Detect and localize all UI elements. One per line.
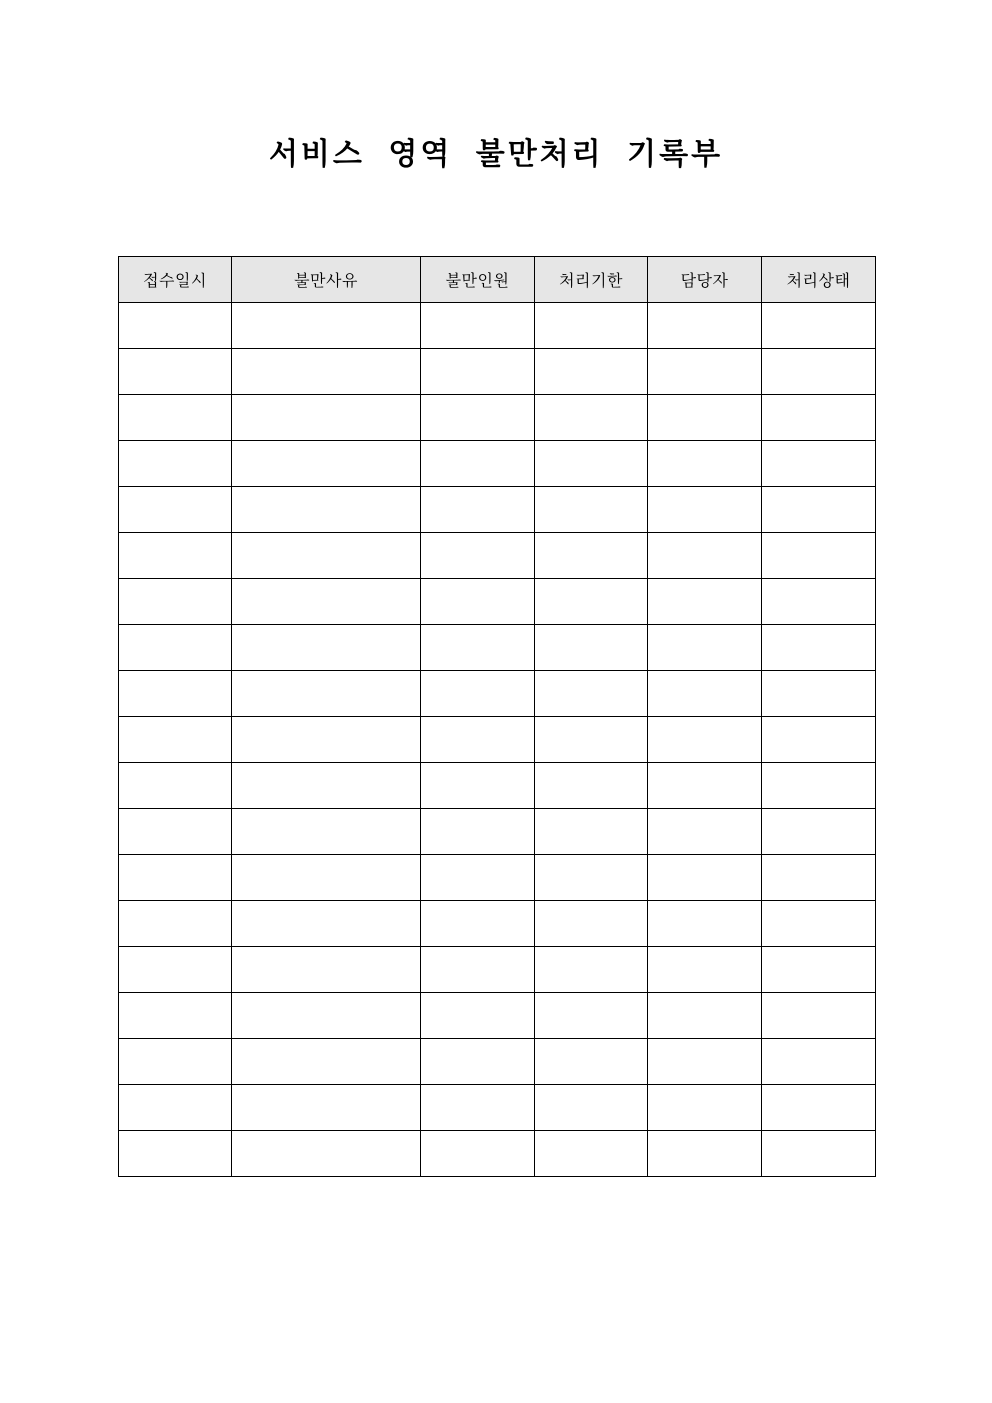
column-header-processing-deadline: 처리기한 — [535, 257, 648, 303]
cell-received-datetime[interactable] — [119, 349, 232, 395]
cell-processing-status[interactable] — [762, 579, 876, 625]
cell-person-in-charge[interactable] — [648, 809, 762, 855]
cell-complaint-reason[interactable] — [232, 579, 421, 625]
cell-processing-deadline[interactable] — [535, 1131, 648, 1177]
cell-received-datetime[interactable] — [119, 395, 232, 441]
cell-complainant-count[interactable] — [421, 947, 535, 993]
complaint-log-table — [118, 256, 876, 1177]
table-row — [119, 855, 876, 901]
cell-processing-status[interactable] — [762, 763, 876, 809]
cell-complainant-count[interactable] — [421, 901, 535, 947]
cell-person-in-charge[interactable] — [648, 901, 762, 947]
table-row — [119, 395, 876, 441]
cell-processing-deadline[interactable] — [535, 717, 648, 763]
cell-processing-deadline[interactable] — [535, 763, 648, 809]
cell-complainant-count[interactable] — [421, 1039, 535, 1085]
cell-person-in-charge[interactable] — [648, 349, 762, 395]
cell-complaint-reason[interactable] — [232, 947, 421, 993]
cell-processing-status[interactable] — [762, 809, 876, 855]
cell-processing-deadline[interactable] — [535, 1039, 648, 1085]
cell-processing-status[interactable] — [762, 947, 876, 993]
table-row — [119, 533, 876, 579]
cell-complaint-reason[interactable] — [232, 1085, 421, 1131]
cell-received-datetime[interactable] — [119, 625, 232, 671]
cell-person-in-charge[interactable] — [648, 671, 762, 717]
cell-received-datetime[interactable] — [119, 1131, 232, 1177]
cell-complainant-count[interactable] — [421, 533, 535, 579]
cell-processing-status[interactable] — [762, 441, 876, 487]
table-row — [119, 1039, 876, 1085]
cell-processing-deadline[interactable] — [535, 395, 648, 441]
cell-received-datetime[interactable] — [119, 1039, 232, 1085]
cell-processing-deadline[interactable] — [535, 349, 648, 395]
cell-processing-status[interactable] — [762, 993, 876, 1039]
cell-complaint-reason[interactable] — [232, 993, 421, 1039]
cell-received-datetime[interactable] — [119, 855, 232, 901]
cell-processing-status[interactable] — [762, 901, 876, 947]
cell-person-in-charge[interactable] — [648, 947, 762, 993]
cell-processing-status[interactable] — [762, 533, 876, 579]
cell-processing-status[interactable] — [762, 855, 876, 901]
cell-processing-deadline[interactable] — [535, 1085, 648, 1131]
table-row — [119, 993, 876, 1039]
cell-received-datetime[interactable] — [119, 947, 232, 993]
cell-complainant-count[interactable] — [421, 349, 535, 395]
column-header-person-in-charge: 담당자 — [648, 257, 762, 303]
cell-complainant-count[interactable] — [421, 441, 535, 487]
cell-received-datetime[interactable] — [119, 763, 232, 809]
cell-person-in-charge[interactable] — [648, 303, 762, 349]
table-row — [119, 625, 876, 671]
cell-complaint-reason[interactable] — [232, 395, 421, 441]
column-header-complainant-count: 불만인원 — [421, 257, 535, 303]
cell-processing-deadline[interactable] — [535, 579, 648, 625]
cell-processing-deadline[interactable] — [535, 901, 648, 947]
cell-processing-deadline[interactable] — [535, 947, 648, 993]
cell-received-datetime[interactable] — [119, 901, 232, 947]
table-body — [119, 303, 876, 1177]
cell-complaint-reason[interactable] — [232, 671, 421, 717]
cell-processing-deadline[interactable] — [535, 625, 648, 671]
cell-complaint-reason[interactable] — [232, 901, 421, 947]
cell-complainant-count[interactable] — [421, 763, 535, 809]
page-title: 서비스 영역 불만처리 기록부 — [268, 137, 724, 172]
cell-processing-status[interactable] — [762, 1131, 876, 1177]
column-header-processing-status: 처리상태 — [762, 257, 876, 303]
cell-processing-status[interactable] — [762, 1039, 876, 1085]
table-row — [119, 1085, 876, 1131]
cell-complaint-reason[interactable] — [232, 717, 421, 763]
cell-processing-status[interactable] — [762, 349, 876, 395]
cell-complainant-count[interactable] — [421, 625, 535, 671]
table-row — [119, 809, 876, 855]
cell-person-in-charge[interactable] — [648, 763, 762, 809]
cell-complainant-count[interactable] — [421, 579, 535, 625]
cell-complaint-reason[interactable] — [232, 1039, 421, 1085]
table-row — [119, 947, 876, 993]
cell-processing-deadline[interactable] — [535, 855, 648, 901]
cell-person-in-charge[interactable] — [648, 533, 762, 579]
table-row — [119, 763, 876, 809]
cell-received-datetime[interactable] — [119, 441, 232, 487]
cell-processing-status[interactable] — [762, 671, 876, 717]
cell-processing-deadline[interactable] — [535, 487, 648, 533]
table-header-row — [119, 257, 876, 303]
cell-received-datetime[interactable] — [119, 1085, 232, 1131]
cell-person-in-charge[interactable] — [648, 487, 762, 533]
cell-complainant-count[interactable] — [421, 487, 535, 533]
cell-received-datetime[interactable] — [119, 533, 232, 579]
cell-complainant-count[interactable] — [421, 1085, 535, 1131]
table-row — [119, 1131, 876, 1177]
cell-complaint-reason[interactable] — [232, 533, 421, 579]
table-row — [119, 349, 876, 395]
cell-processing-status[interactable] — [762, 395, 876, 441]
cell-complaint-reason[interactable] — [232, 1131, 421, 1177]
cell-person-in-charge[interactable] — [648, 579, 762, 625]
cell-processing-deadline[interactable] — [535, 303, 648, 349]
cell-complaint-reason[interactable] — [232, 855, 421, 901]
cell-complainant-count[interactable] — [421, 809, 535, 855]
cell-received-datetime[interactable] — [119, 487, 232, 533]
cell-received-datetime[interactable] — [119, 303, 232, 349]
cell-processing-deadline[interactable] — [535, 441, 648, 487]
cell-processing-status[interactable] — [762, 303, 876, 349]
cell-received-datetime[interactable] — [119, 717, 232, 763]
cell-complainant-count[interactable] — [421, 1131, 535, 1177]
cell-received-datetime[interactable] — [119, 993, 232, 1039]
column-header-complaint-reason: 불만사유 — [232, 257, 421, 303]
cell-complaint-reason[interactable] — [232, 441, 421, 487]
cell-person-in-charge[interactable] — [648, 1131, 762, 1177]
table-row — [119, 579, 876, 625]
cell-received-datetime[interactable] — [119, 579, 232, 625]
cell-processing-status[interactable] — [762, 1085, 876, 1131]
cell-complaint-reason[interactable] — [232, 349, 421, 395]
cell-processing-status[interactable] — [762, 717, 876, 763]
cell-person-in-charge[interactable] — [648, 1085, 762, 1131]
cell-complainant-count[interactable] — [421, 303, 535, 349]
cell-person-in-charge[interactable] — [648, 855, 762, 901]
cell-complaint-reason[interactable] — [232, 625, 421, 671]
cell-complaint-reason[interactable] — [232, 763, 421, 809]
cell-received-datetime[interactable] — [119, 809, 232, 855]
table-row — [119, 717, 876, 763]
cell-complainant-count[interactable] — [421, 855, 535, 901]
cell-person-in-charge[interactable] — [648, 441, 762, 487]
cell-person-in-charge[interactable] — [648, 395, 762, 441]
cell-person-in-charge[interactable] — [648, 1039, 762, 1085]
cell-received-datetime[interactable] — [119, 671, 232, 717]
cell-complainant-count[interactable] — [421, 717, 535, 763]
cell-processing-status[interactable] — [762, 625, 876, 671]
cell-complainant-count[interactable] — [421, 993, 535, 1039]
cell-complaint-reason[interactable] — [232, 303, 421, 349]
table-row — [119, 487, 876, 533]
cell-processing-deadline[interactable] — [535, 809, 648, 855]
table-row — [119, 303, 876, 349]
cell-complainant-count[interactable] — [421, 671, 535, 717]
table-row — [119, 901, 876, 947]
cell-processing-status[interactable] — [762, 487, 876, 533]
cell-complaint-reason[interactable] — [232, 487, 421, 533]
cell-processing-deadline[interactable] — [535, 993, 648, 1039]
cell-complainant-count[interactable] — [421, 395, 535, 441]
cell-person-in-charge[interactable] — [648, 625, 762, 671]
column-header-received-datetime: 접수일시 — [119, 257, 232, 303]
cell-person-in-charge[interactable] — [648, 717, 762, 763]
cell-processing-deadline[interactable] — [535, 671, 648, 717]
table-row — [119, 671, 876, 717]
cell-complaint-reason[interactable] — [232, 809, 421, 855]
table-row — [119, 441, 876, 487]
cell-person-in-charge[interactable] — [648, 993, 762, 1039]
cell-processing-deadline[interactable] — [535, 533, 648, 579]
